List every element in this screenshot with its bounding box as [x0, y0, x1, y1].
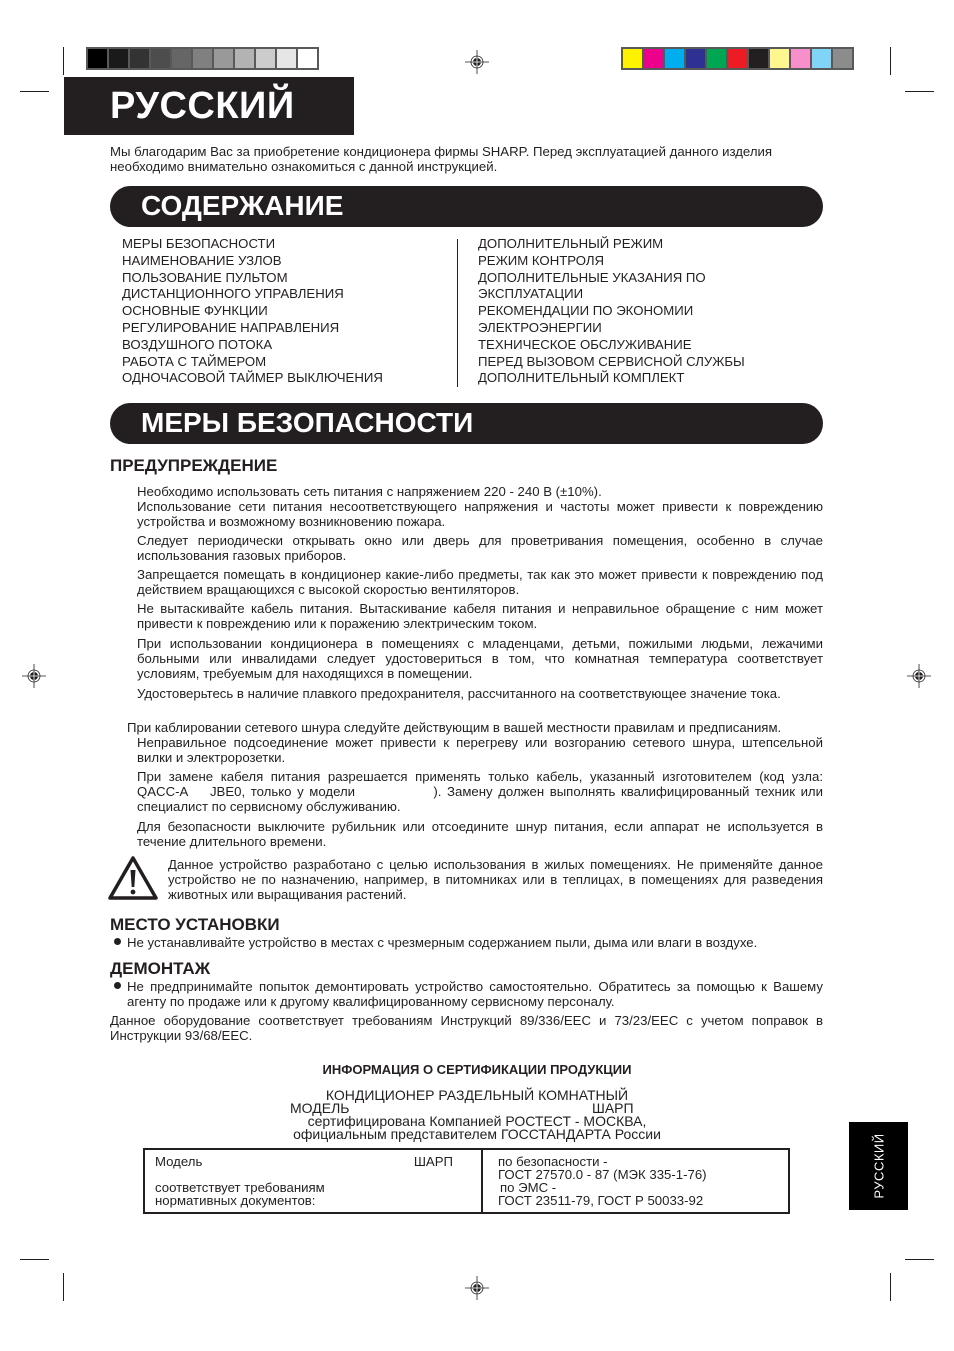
installation-item: Не устанавливайте устройство в местах с чрезмерным содержанием пыли, дыма или влаги в воздухе. [127, 935, 758, 950]
certification-line: официальным представителем ГОССТАНДАРТА России [293, 1126, 661, 1142]
warning-item: При использовании кондиционера в помещениях с младенцами, детьми, пожилыми людьми, лежачими больными или инвалидами следует удостовериться в том, что комнатная температура соответствует условиям, требуемым для находящихся в помещении. [137, 636, 823, 681]
table-model-label: Модель [155, 1154, 203, 1169]
warning-item: При каблировании сетевого шнура следуйте действующим в вашей местности правилам и предписаниям. [127, 720, 782, 735]
safety-heading-bar [110, 403, 823, 444]
table-emc-label: по ЭМС - [500, 1180, 557, 1195]
toc-item[interactable]: ПЕРЕД ВЫЗОВОМ СЕРВИСНОЙ СЛУЖБЫ [478, 353, 745, 369]
certification-line: КОНДИЦИОНЕР РАЗДЕЛЬНЫЙ КОМНАТНЫЙ [325, 1087, 629, 1103]
color-calibration-bar [621, 47, 854, 70]
toc-left-column [122, 236, 383, 387]
warning-triangle-icon [107, 855, 159, 901]
toc-item[interactable]: ДОПОЛНИТЕЛЬНЫЕ УКАЗАНИЯ ПО [478, 269, 706, 285]
removal-heading: ДЕМОНТАЖ [110, 959, 211, 978]
warning-item: Запрещается помещать в кондиционер какие-либо предметы, так как это может привести к повреждению под действием вращающихся с высокой скоростью вентиляторов. [137, 567, 823, 597]
color-swatch [235, 49, 254, 68]
crop-mark [20, 91, 49, 92]
warning-item: Для безопасности выключите рубильник или отсоедините шнур питания, если аппарат не используется в течение длительного времени. [137, 819, 823, 849]
color-swatch [707, 49, 726, 68]
warning-item: Удостоверьтесь в наличие плавкого предохранителя, рассчитанного на соответствующее значение тока. [137, 686, 781, 701]
safety-heading: МЕРЫ БЕЗОПАСНОСТИ [141, 407, 474, 438]
color-swatch [130, 49, 149, 68]
color-swatch [109, 49, 128, 68]
toc-item[interactable]: МЕРЫ БЕЗОПАСНОСТИ [122, 236, 276, 251]
color-swatch [770, 49, 789, 68]
color-swatch [812, 49, 831, 68]
registration-mark-icon [465, 50, 489, 74]
table-safety-label: по безопасности - [498, 1154, 608, 1169]
toc-item[interactable]: ПОЛЬЗОВАНИЕ ПУЛЬТОМ [122, 269, 288, 285]
color-swatch [749, 49, 768, 68]
color-swatch [791, 49, 810, 68]
table-complies-line: соответствует требованиям [155, 1180, 325, 1195]
bullet-icon [114, 938, 121, 945]
intro-text: Мы благодарим Вас за приобретение кондиционера фирмы SHARP. Перед эксплуатацией данного изделия необходимо внимательно ознакомиться с данной инструкцией. [110, 144, 773, 174]
table-emc-standard: ГОСТ 23511-79, ГОСТ Р 50033-92 [498, 1193, 704, 1208]
removal-item: Не предпринимайте попыток демонтировать устройство самостоятельно. Обратитесь за помощью к Вашему агенту по продаже или к другому квалифицированному сервисному персоналу. [127, 979, 823, 1009]
toc-item[interactable]: ДОПОЛНИТЕЛЬНЫЙ КОМПЛЕКТ [478, 370, 685, 386]
color-swatch [298, 49, 317, 68]
color-swatch [686, 49, 705, 68]
color-swatch [193, 49, 212, 68]
warning-item: Следует периодически открывать окно или дверь для проветривания помещения, особенно в случае использования газовых приборов. [137, 533, 823, 563]
registration-mark-icon [465, 1276, 489, 1300]
warning-item: Использование сети питания несоответствующего напряжения и частоты может привести к повреждению устройства и возможному возникновению пожара. [137, 499, 823, 529]
toc-item[interactable]: РЕКОМЕНДАЦИИ ПО ЭКОНОМИИ [478, 303, 694, 319]
crop-mark [905, 91, 934, 92]
crop-mark [63, 47, 64, 75]
toc-item[interactable]: ДОПОЛНИТЕЛЬНЫЙ РЕЖИМ [478, 236, 664, 251]
toc-divider [457, 239, 458, 387]
table-brand: ШАРП [413, 1154, 453, 1169]
crop-mark [20, 1259, 49, 1260]
installation-heading: МЕСТО УСТАНОВКИ [110, 915, 280, 934]
color-swatch [277, 49, 296, 68]
color-swatch [623, 49, 642, 68]
crop-mark [890, 1273, 891, 1301]
toc-item[interactable]: ВОЗДУШНОГО ПОТОКА [122, 336, 273, 352]
certification-table-right-cell [482, 1149, 789, 1213]
certification-table [143, 1148, 790, 1214]
toc-right-column [478, 236, 745, 387]
toc-item[interactable]: ЭЛЕКТРОЭНЕРГИИ [478, 319, 602, 335]
warning-item: При замене кабеля питания разрешается применять только кабель, указанный изготовителем (код узла: QACC-A JBE0, только у модели ). Замену должен выполнять квалифицированный техник или специалист по сервисному обслуживанию. [137, 769, 827, 814]
contents-heading-bar [110, 186, 823, 227]
crop-mark [905, 1259, 934, 1260]
crop-mark [890, 47, 891, 75]
registration-mark-icon [22, 664, 46, 688]
certification-model-label: МОДЕЛЬ [290, 1100, 350, 1116]
color-swatch [214, 49, 233, 68]
toc-item[interactable]: РАБОТА С ТАЙМЕРОМ [122, 353, 267, 369]
table-complies-line: нормативных документов: [155, 1193, 316, 1208]
toc-item[interactable]: ТЕХНИЧЕСКОЕ ОБСЛУЖИВАНИЕ [478, 336, 692, 352]
color-swatch [833, 49, 852, 68]
color-swatch [256, 49, 275, 68]
color-swatch [172, 49, 191, 68]
certification-block [0, 1089, 954, 1141]
toc-item[interactable]: ОДНОЧАСОВОЙ ТАЙМЕР ВЫКЛЮЧЕНИЯ [122, 370, 383, 386]
language-side-tab[interactable] [849, 1122, 908, 1210]
certification-line: сертифицирована Компанией РОСТЕСТ - МОСКВА, [307, 1113, 647, 1129]
bullet-icon [114, 982, 121, 989]
warning-item: Не вытаскивайте кабель питания. Вытаскивание кабеля питания и неправильное обращение с ним может привести к повреждению или к поражению электрическим током. [137, 601, 823, 631]
toc-item[interactable]: РЕЖИМ КОНТРОЛЯ [478, 252, 605, 268]
warning-item: Необходимо использовать сеть питания с напряжением 220 - 240 В (±10%). [137, 484, 602, 499]
caution-note: Данное устройство разработано с целью использования в жилых помещениях. Не применяйте данное устройство не по назначению, например, в питомниках или в теплицах, в помещениях для разведения животных или выращивания растений. [168, 857, 823, 902]
certification-brand: ШАРП [592, 1100, 634, 1116]
toc-item[interactable]: НАИМЕНОВАНИЕ УЗЛОВ [122, 252, 282, 268]
registration-mark-icon [907, 664, 931, 688]
certification-title: ИНФОРМАЦИЯ О СЕРТИФИКАЦИИ ПРОДУКЦИИ [322, 1062, 632, 1077]
language-title-block [64, 77, 354, 135]
color-swatch [644, 49, 663, 68]
contents-heading: СОДЕРЖАНИЕ [141, 190, 344, 221]
certification-table-left-cell [144, 1149, 482, 1213]
color-swatch [728, 49, 747, 68]
crop-mark [63, 1273, 64, 1301]
warning-item: Неправильное подсоединение может привести к перегреву или возгоранию сетевого шнура, штепсельной вилки и электророзетки. [137, 735, 823, 765]
color-swatch [151, 49, 170, 68]
color-swatch [665, 49, 684, 68]
language-title: РУССКИЙ [110, 85, 295, 127]
table-safety-standard: ГОСТ 27570.0 - 87 (МЭК 335-1-76) [498, 1167, 707, 1182]
toc-item[interactable]: ОСНОВНЫЕ ФУНКЦИИ [122, 303, 268, 319]
grayscale-calibration-bar [86, 47, 319, 70]
toc-item[interactable]: ЭКСПЛУАТАЦИИ [478, 286, 584, 302]
warning-heading: ПРЕДУПРЕЖДЕНИЕ [110, 456, 278, 475]
color-swatch [88, 49, 107, 68]
compliance-statement: Данное оборудование соответствует требованиям Инструкций 89/336/EEC и 73/23/EEC с учетом поправок в Инструкции 93/68/EEC. [110, 1013, 824, 1043]
toc-item[interactable]: РЕГУЛИРОВАНИЕ НАПРАВЛЕНИЯ [122, 319, 340, 335]
toc-item[interactable]: ДИСТАНЦИОННОГО УПРАВЛЕНИЯ [122, 286, 344, 302]
side-tab-label: РУССКИЙ [871, 1133, 886, 1199]
